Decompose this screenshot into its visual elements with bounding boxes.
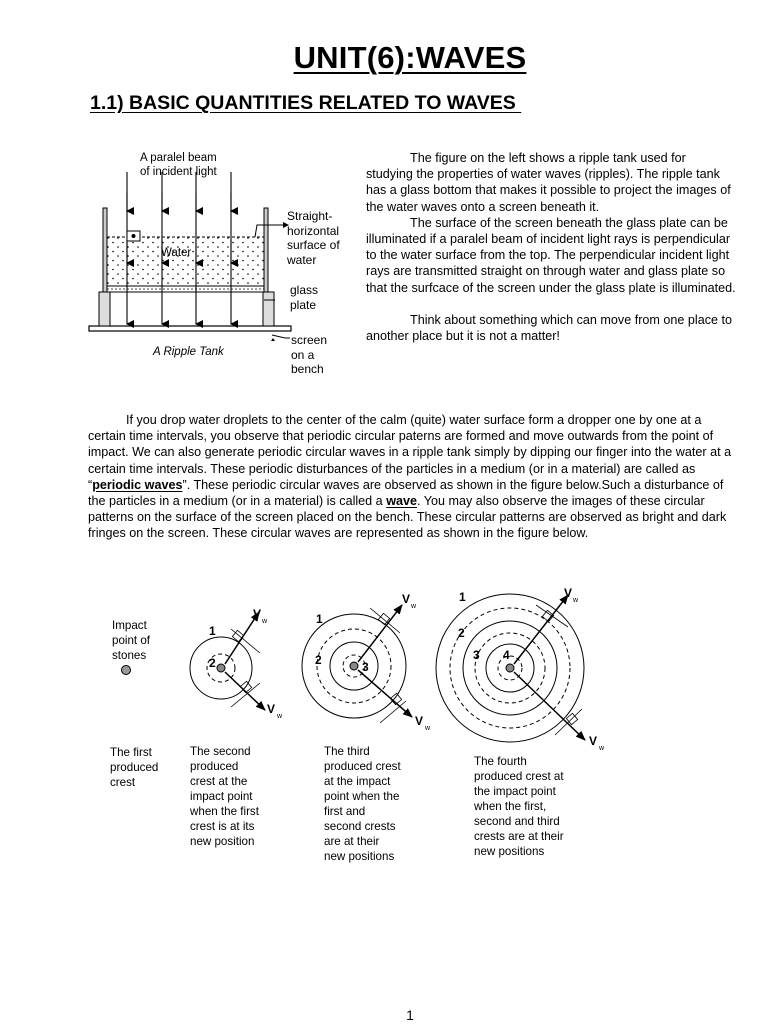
intro-paragraph-3: Think about something which can move from one place to another place but it is not a matter! xyxy=(366,312,733,344)
screen-label: screen on a bench xyxy=(291,333,328,376)
page-title: UNIT(6):WAVES xyxy=(293,40,527,75)
term-periodic-waves: periodic waves xyxy=(92,477,183,492)
caption-stage-3: The third produced crest at the impact point when the first and second crests are at their new positions xyxy=(324,745,401,863)
tank-wall-right xyxy=(264,208,268,292)
section-heading: 1.1) BASIC QUANTITIES RELATED TO WAVES xyxy=(90,92,522,114)
wave-stage-2 xyxy=(190,612,265,710)
surface-label: Straight- horizontal surface of water xyxy=(287,209,340,267)
velocity-label: V xyxy=(267,702,276,716)
main-text xyxy=(88,412,738,542)
crest-number: 2 xyxy=(209,656,216,670)
crest-number: 1 xyxy=(209,624,216,638)
velocity-label: V xyxy=(415,714,424,728)
crest-number: 3 xyxy=(473,648,480,662)
velocity-label: V xyxy=(589,734,598,748)
page-number: 1 xyxy=(406,1007,414,1023)
crest-number: 2 xyxy=(315,653,322,667)
caption-stage-2: The second produced crest at the impact point when the first crest is at its new position xyxy=(190,745,259,848)
caption-stage-4: The fourth produced crest at the impact point when the first, second and third crests are at their new positions xyxy=(474,755,564,858)
wave-propagation-figure xyxy=(100,585,620,765)
caption-stage-1: The first produced crest xyxy=(110,746,159,789)
intro-text xyxy=(366,150,736,344)
velocity-subscript: w xyxy=(599,745,605,752)
main-paragraph: If you drop water droplets to the center of the calm (quite) water surface form a dropper one by one at a certain time intervals, you observe that periodic circular paterns are formed and move outwards from the point of impact. We can also generate periodic circular waves in a ripple tank simply by dipping our finger into the water at a certain time intervals. These periodic disturbances of the particles in a medium (or in a material) are called as “periodic waves”. These periodic circular waves are observed as shown in the figure below.Such a disturbance of the particles in a medium (or in a material) is called a wave. You may also observe the images of these circular patterns on the surface of the screen placed on the bench. These circular patterns are observed as bright and dark fringes on the screen. These circular waves are represented as shown in the figure below. xyxy=(88,413,732,541)
intro-paragraph-2: The surface of the screen beneath the glass plate can be illuminated if a paralel beam of incident light rays is perpendicular to the water surface from the top. The perpendicular incident light rays are transmitted straight on through water and glass plate so that the surfcace of the screen under the glass plate is illuminated. xyxy=(366,215,736,295)
term-wave: wave xyxy=(386,494,417,509)
intro-paragraph-1: The figure on the left shows a ripple tank used for studying the properties of water waves (ripples). The ripple tank has a glass bottom that makes it possible to project the images of the water waves onto a screen beneath it. xyxy=(366,151,731,214)
bench-shape xyxy=(89,326,291,331)
tank-leg-right xyxy=(263,292,274,326)
crest-number: 4 xyxy=(503,648,510,662)
velocity-label: V xyxy=(402,592,411,606)
velocity-subscript: w xyxy=(573,597,579,604)
wave-stage-4 xyxy=(436,594,585,742)
water-shape xyxy=(107,237,264,287)
beam-label-line2: of incident light xyxy=(140,166,217,178)
tank-leg-left xyxy=(99,292,110,326)
glass-label: glass plate xyxy=(290,283,319,312)
velocity-subscript: w xyxy=(425,725,431,732)
impact-label: Impact point of stones xyxy=(112,619,151,662)
crest-number: 2 xyxy=(458,626,465,640)
velocity-subscript: w xyxy=(277,713,283,720)
impact-point-icon xyxy=(122,666,131,675)
velocity-subscript: w xyxy=(262,618,268,625)
water-label: Water xyxy=(161,247,192,259)
tank-wall-left xyxy=(103,208,107,292)
beam-label-line1: A paralel beam xyxy=(140,152,217,164)
crest-number: 1 xyxy=(459,590,466,604)
velocity-subscript: w xyxy=(411,603,417,610)
crest-number: 1 xyxy=(316,612,323,626)
velocity-label: V xyxy=(253,607,262,621)
crest-number: 3 xyxy=(362,660,369,674)
ripple-tank-caption: A Ripple Tank xyxy=(153,346,224,358)
velocity-label: V xyxy=(564,586,573,600)
